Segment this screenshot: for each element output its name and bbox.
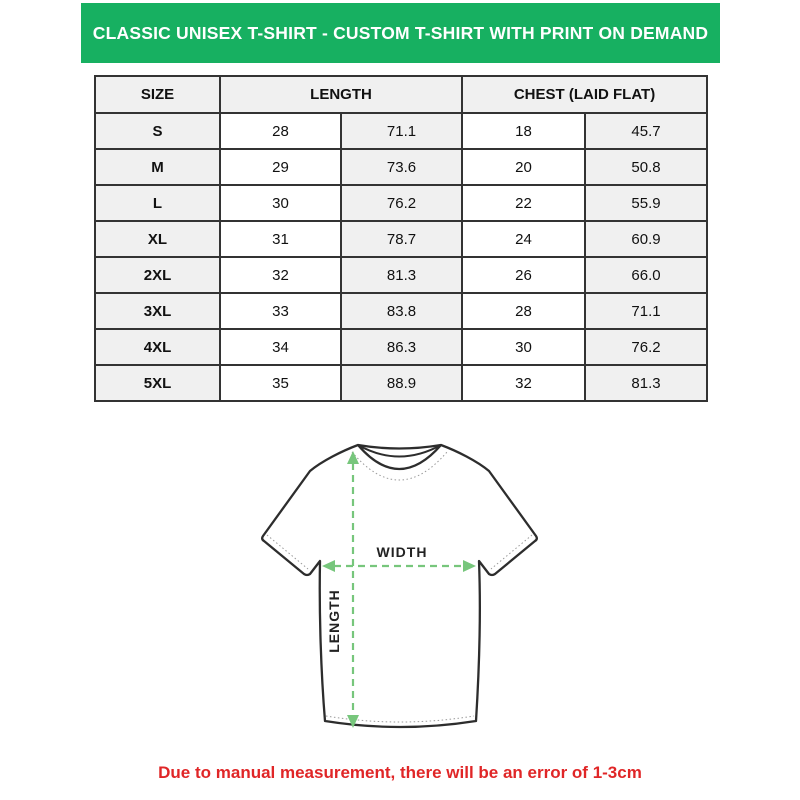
length-cm-cell: 81.3 [341,257,462,293]
table-row [95,365,707,401]
chest-in-cell: 26 [462,257,585,293]
chest-cm-cell: 45.7 [585,113,707,149]
length-cm-cell: 78.7 [341,221,462,257]
length-cm-cell: 71.1 [341,113,462,149]
size-cell: 2XL [95,257,220,293]
tshirt-diagram-svg [250,438,550,750]
chest-in-cell: 18 [462,113,585,149]
length-in-cell: 34 [220,329,341,365]
size-cell: 3XL [95,293,220,329]
chest-in-cell: 32 [462,365,585,401]
table-row [95,185,707,221]
length-label: LENGTH [326,589,342,653]
chest-cm-cell: 76.2 [585,329,707,365]
col-header-size: SIZE [95,76,220,113]
tshirt-measurement-diagram [250,438,550,750]
chest-in-cell: 28 [462,293,585,329]
size-cell: L [95,185,220,221]
chest-in-cell: 20 [462,149,585,185]
table-row [95,221,707,257]
col-header-length: LENGTH [220,76,462,113]
table-row [95,113,707,149]
chest-in-cell: 24 [462,221,585,257]
chest-cm-cell: 71.1 [585,293,707,329]
size-cell: 5XL [95,365,220,401]
table-header-row [95,76,707,113]
table-row [95,257,707,293]
width-label: WIDTH [376,544,428,560]
length-cm-cell: 73.6 [341,149,462,185]
size-cell: 4XL [95,329,220,365]
length-in-cell: 28 [220,113,341,149]
measurement-disclaimer: Due to manual measurement, there will be an error of 1-3cm [158,763,642,782]
chest-cm-cell: 55.9 [585,185,707,221]
chest-cm-cell: 66.0 [585,257,707,293]
chest-cm-cell: 81.3 [585,365,707,401]
page-title: CLASSIC UNISEX T-SHIRT - CUSTOM T-SHIRT WITH PRINT ON DEMAND [92,22,709,43]
col-header-chest: CHEST (LAID FLAT) [462,76,707,113]
tshirt-outline [262,445,537,727]
length-in-cell: 30 [220,185,341,221]
size-cell: M [95,149,220,185]
size-chart-table [94,75,708,402]
size-cell: XL [95,221,220,257]
length-cm-cell: 86.3 [341,329,462,365]
length-in-cell: 33 [220,293,341,329]
table-row [95,293,707,329]
chest-in-cell: 22 [462,185,585,221]
chest-cm-cell: 50.8 [585,149,707,185]
table-row [95,329,707,365]
size-cell: S [95,113,220,149]
table-row [95,149,707,185]
chest-in-cell: 30 [462,329,585,365]
title-banner [81,3,720,63]
length-cm-cell: 88.9 [341,365,462,401]
length-in-cell: 29 [220,149,341,185]
length-cm-cell: 76.2 [341,185,462,221]
length-cm-cell: 83.8 [341,293,462,329]
length-in-cell: 31 [220,221,341,257]
length-in-cell: 35 [220,365,341,401]
length-in-cell: 32 [220,257,341,293]
chest-cm-cell: 60.9 [585,221,707,257]
